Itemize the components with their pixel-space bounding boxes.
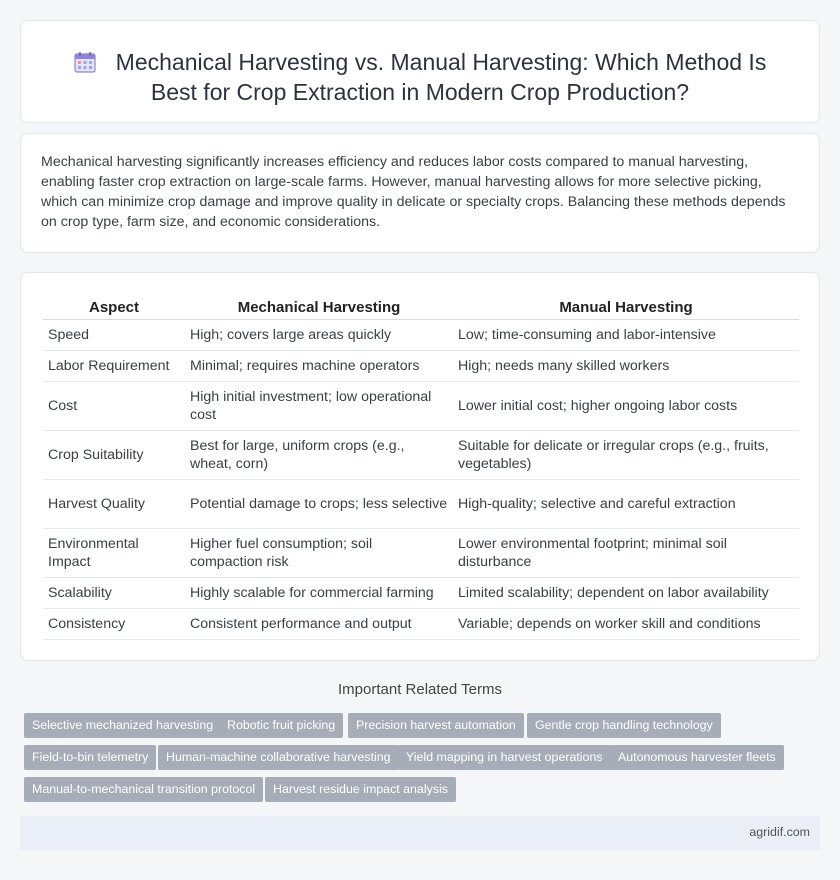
mechanical-cell: Best for large, uniform crops (e.g., wheat, corn) xyxy=(185,430,453,479)
tag-selective-mechanized-harvesting[interactable]: Selective mechanized harvesting xyxy=(24,713,221,738)
aspect-cell: Environmental Impact xyxy=(43,528,185,577)
table-row xyxy=(43,430,799,479)
manual-cell: Variable; depends on worker skill and conditions xyxy=(453,608,799,639)
table-row xyxy=(43,528,799,577)
tag-human-machine-harvesting[interactable]: Human-machine collaborative harvesting xyxy=(158,745,399,770)
related-terms-heading: Important Related Terms xyxy=(338,681,502,698)
aspect-cell: Scalability xyxy=(43,577,185,608)
mechanical-cell: Minimal; requires machine operators xyxy=(185,350,453,381)
tag-autonomous-harvester-fleets[interactable]: Autonomous harvester fleets xyxy=(610,745,784,770)
column-header-mechanical: Mechanical Harvesting xyxy=(185,295,453,319)
manual-cell: Lower initial cost; higher ongoing labor costs xyxy=(453,381,799,430)
aspect-cell: Crop Suitability xyxy=(43,430,185,479)
aspect-cell: Consistency xyxy=(43,608,185,639)
tag-robotic-fruit-picking[interactable]: Robotic fruit picking xyxy=(219,713,343,738)
table-row xyxy=(43,577,799,608)
manual-cell: Limited scalability; dependent on labor availability xyxy=(453,577,799,608)
table-row xyxy=(43,319,799,350)
mechanical-cell: Potential damage to crops; less selective xyxy=(185,479,453,528)
manual-cell: Low; time-consuming and labor-intensive xyxy=(453,319,799,350)
table-row xyxy=(43,608,799,639)
table-row xyxy=(43,350,799,381)
tag-gentle-crop-handling[interactable]: Gentle crop handling technology xyxy=(527,713,721,738)
mechanical-cell: High initial investment; low operational cost xyxy=(185,381,453,430)
aspect-cell: Cost xyxy=(43,381,185,430)
mechanical-cell: Consistent performance and output xyxy=(185,608,453,639)
tag-field-to-bin-telemetry[interactable]: Field-to-bin telemetry xyxy=(24,745,156,770)
mechanical-cell: High; covers large areas quickly xyxy=(185,319,453,350)
tag-yield-mapping[interactable]: Yield mapping in harvest operations xyxy=(398,745,611,770)
manual-cell: Lower environmental footprint; minimal soil disturbance xyxy=(453,528,799,577)
table-header-row xyxy=(43,295,799,319)
comparison-card xyxy=(20,272,820,661)
column-header-aspect: Aspect xyxy=(43,295,185,319)
intro-card xyxy=(20,133,820,253)
tag-precision-harvest-automation[interactable]: Precision harvest automation xyxy=(348,713,524,738)
title-card xyxy=(20,20,820,123)
mechanical-cell: Higher fuel consumption; soil compaction risk xyxy=(185,528,453,577)
comparison-table xyxy=(43,295,799,640)
page-title: Mechanical Harvesting vs. Manual Harvesting: Which Method Is Best for Crop Extraction in Modern Crop Production? xyxy=(115,49,767,105)
page-title-wrap xyxy=(51,47,789,107)
aspect-cell: Speed xyxy=(43,319,185,350)
manual-cell: High; needs many skilled workers xyxy=(453,350,799,381)
mechanical-cell: Highly scalable for commercial farming xyxy=(185,577,453,608)
table-row xyxy=(43,479,799,528)
intro-paragraph: Mechanical harvesting significantly increases efficiency and reduces labor costs compared to manual harvesting, enabling faster crop extraction on large-scale farms. However, manual harvesting allows for more selective picking, which can minimize crop damage and improve quality in delicate or specialty crops. Balancing these methods depends on crop type, farm size, and economic considerations. xyxy=(41,154,786,230)
footer-bar xyxy=(20,816,820,850)
tag-manual-to-mechanical-protocol[interactable]: Manual-to-mechanical transition protocol xyxy=(24,777,263,802)
aspect-cell: Harvest Quality xyxy=(43,479,185,528)
calendar-icon xyxy=(74,51,96,73)
aspect-cell: Labor Requirement xyxy=(43,350,185,381)
footer-site-link[interactable]: agridif.com xyxy=(749,825,810,839)
table-row xyxy=(43,381,799,430)
manual-cell: Suitable for delicate or irregular crops (e.g., fruits, vegetables) xyxy=(453,430,799,479)
manual-cell: High-quality; selective and careful extraction xyxy=(453,479,799,528)
column-header-manual: Manual Harvesting xyxy=(453,295,799,319)
tag-harvest-residue-analysis[interactable]: Harvest residue impact analysis xyxy=(265,777,456,802)
